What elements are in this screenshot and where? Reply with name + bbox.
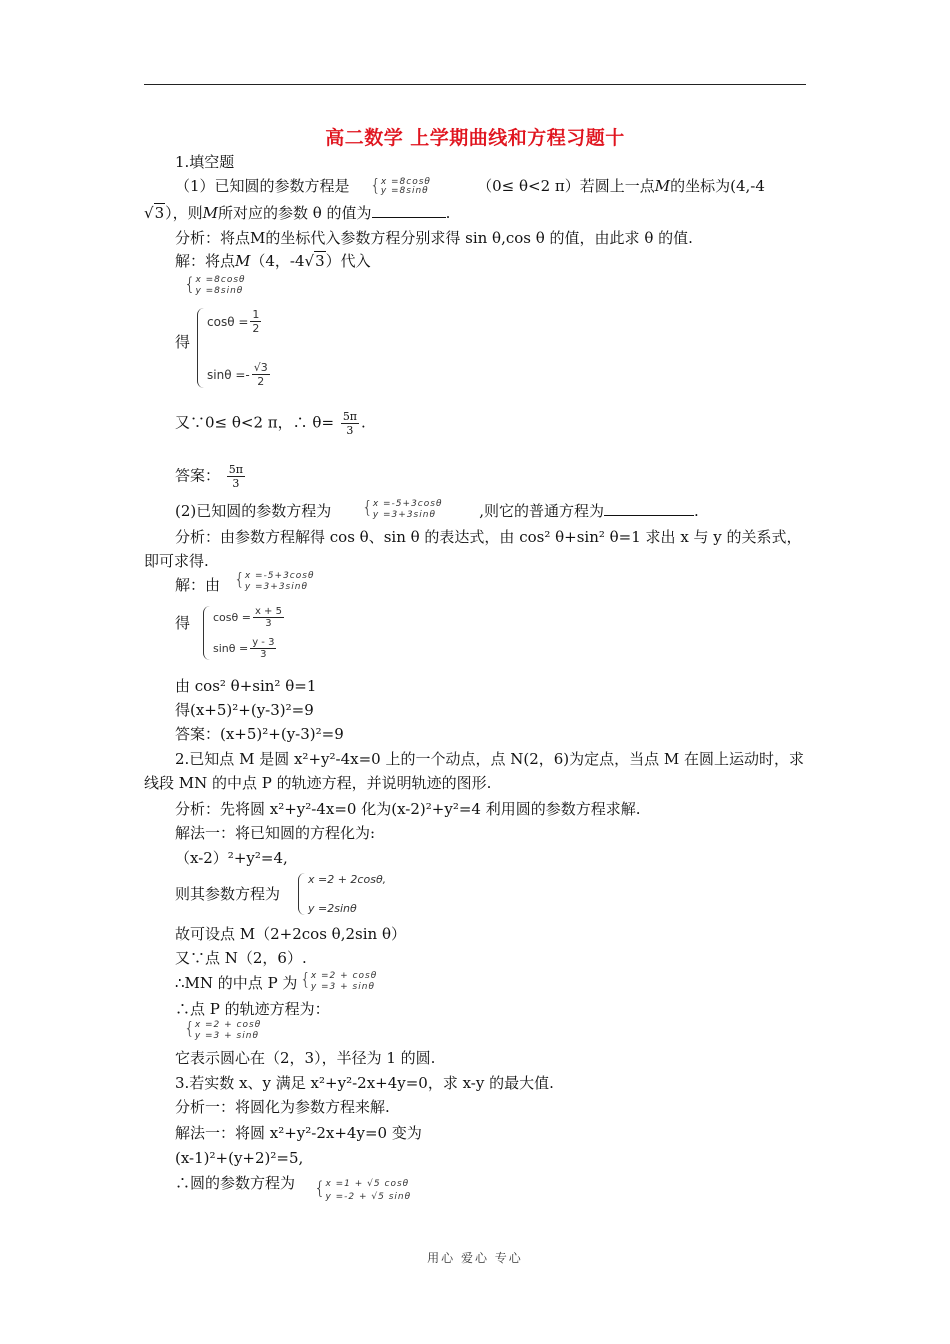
system-row: x =8cosθ [380, 177, 431, 187]
page-footer: 用心 爱心 专心 [427, 1251, 523, 1265]
answer-line: 答案：(x+5)²+(y-3)²=9 [175, 725, 344, 743]
step-text: 由 cos² θ+sin² θ=1 [175, 677, 317, 695]
problem-1-1-line-2: √3），则M所对应的参数 θ 的值为 . [144, 204, 451, 222]
solution-line: ∴点 P 的轨迹方程为： [175, 1000, 330, 1018]
equation-line: (x-1)²+(y+2)²=5, [175, 1149, 304, 1167]
derive-label: 得 [175, 333, 191, 351]
problem-2-text-cont: 线段 MN 的中点 P 的轨迹方程，并说明轨迹的图形. [144, 774, 492, 792]
brace-glyph [197, 308, 204, 388]
fraction: $\frac{y - 3}{3}$ [252, 637, 275, 660]
system-row: x =2 + cosθ [194, 1020, 262, 1030]
solution-line: 则其参数方程为 [175, 885, 281, 903]
analysis-text-cont: 即可求得. [144, 552, 209, 570]
problem-1-1-line: （1）已知圆的参数方程是 （0≤ θ<2 π）若圆上一点M的坐标为(4,-4 [175, 177, 765, 195]
solution-line: 又∵点 N（2，6）. [175, 949, 307, 967]
system-row: y =2sinθ [308, 902, 357, 915]
system-row: y =8sinθ [195, 286, 244, 296]
param-system-1 [370, 178, 431, 196]
system-row: y =8sinθ [380, 186, 429, 196]
analysis-text: 分析一：将圆化为参数方程来解. [175, 1098, 390, 1116]
section-heading: 1.填空题 [175, 153, 235, 171]
trig-system-1: cosθ = $\frac{1}{2}$ sinθ =- $\frac{√3}{2}$ [197, 308, 272, 388]
system-row: x =8cosθ [195, 275, 246, 285]
answer-line: 答案： $\frac{5\pi}{3}$ [175, 463, 244, 490]
fraction: $\frac{1}{2}$ [252, 308, 260, 335]
brace-glyph: { [370, 176, 381, 196]
conclusion-text: 它表示圆心在（2，3），半径为 1 的圆. [175, 1049, 436, 1067]
problem-2-text: 2.已知点 M 是圆 x²+y²-4x=0 上的一个动点，点 N(2，6)为定点，当点 M 在圆上运动时，求 [175, 750, 805, 768]
system-row: x =-5+3cosθ [372, 499, 443, 509]
answer-blank [604, 501, 694, 516]
trig-system-2: cosθ = $\frac{x + 5}{3}$ sinθ = $\frac{y - 3}{3}$ [203, 606, 286, 660]
param-system-3: { x =-5+3cosθ y =3+3sinθ [362, 498, 443, 520]
param-system-8: { x =1 + √5 cosθ y =-2 + √5 sinθ [314, 1178, 412, 1202]
solution-line: 解法一：将已知圆的方程化为: [175, 824, 376, 842]
analysis-text: 分析：将点M的坐标代入参数方程分别求得 sin θ,cos θ 的值，由此求 θ 的值. [175, 229, 693, 247]
range-condition: 又∵0≤ θ<2 π，∴ θ= $\frac{5\pi}{3}$ . [175, 410, 366, 437]
system-row: y =-2 + √5 sinθ [325, 1192, 412, 1202]
derive-label: 得 [175, 614, 191, 632]
system-row: y =3+3sinθ [372, 510, 436, 520]
system-row: x =2 + cosθ [310, 971, 378, 981]
fraction: $\frac{x + 5}{3}$ [254, 606, 282, 629]
param-system-4: { x =-5+3cosθ y =3+3sinθ [234, 570, 315, 592]
system-row: y =3 + sinθ [194, 1031, 259, 1041]
system-row: y =3 + sinθ [310, 982, 375, 992]
analysis-text: 分析：先将圆 x²+y²-4x=0 化为(x-2)²+y²=4 利用圆的参数方程求解. [175, 800, 641, 818]
fraction: $\frac{5\pi}{3}$ [228, 463, 244, 490]
solution-line: ∴MN 的中点 P 为 [175, 974, 298, 992]
system-row: y =3+3sinθ [244, 582, 308, 592]
header-rule [144, 84, 806, 85]
param-system-6: { x =2 + cosθ y =3 + sinθ [300, 970, 378, 992]
fraction: $\frac{√3}{2}$ [253, 361, 268, 388]
system-row: x =1 + √5 cosθ [325, 1179, 410, 1189]
param-system-7: { x =2 + cosθ y =3 + sinθ [184, 1019, 262, 1041]
fraction: $\frac{5\pi}{3}$ [342, 410, 358, 437]
param-system-5 [298, 873, 386, 915]
system-row: x =2 + 2cosθ, [308, 873, 387, 886]
problem-3-text: 3.若实数 x、y 满足 x²+y²-2x+4y=0，求 x-y 的最大值. [175, 1074, 554, 1092]
solution-line: 故可设点 M（2+2cos θ,2sin θ） [175, 925, 406, 943]
solution-line: ∴圆的参数方程为 [175, 1174, 296, 1192]
solution-line: 解：将点M（4，-4√3）代入 [175, 252, 371, 270]
page-title: 高二数学 上学期曲线和方程习题十 [325, 127, 625, 149]
solution-line: 解法一：将圆 x²+y²-2x+4y=0 变为 [175, 1124, 422, 1142]
problem-1-2-line: (2)已知圆的参数方程为 ,则它的普通方程为 . [175, 502, 699, 520]
equation-line: （x-2）²+y²=4, [175, 849, 288, 867]
step-text: 得(x+5)²+(y-3)²=9 [175, 701, 314, 719]
system-row: x =-5+3cosθ [244, 571, 315, 581]
param-system-2: { x =8cosθ y =8sinθ [184, 274, 246, 296]
answer-blank [372, 203, 446, 218]
analysis-text: 分析：由参数方程解得 cos θ、sin θ 的表达式，由 cos² θ+sin² θ=1 求出 x 与 y 的关系式， [175, 528, 802, 546]
solution-label: 解：由 [175, 576, 221, 594]
